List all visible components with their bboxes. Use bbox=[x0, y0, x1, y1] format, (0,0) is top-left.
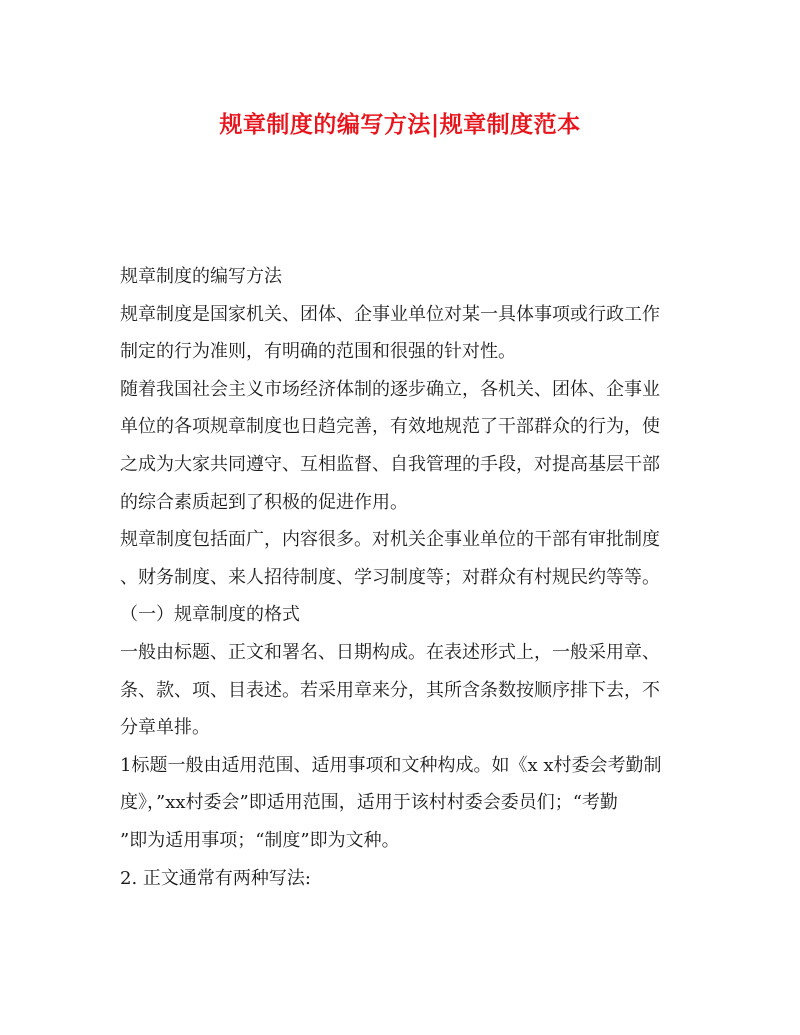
body-line: 度》，”xx村委会”即适用范围，适用于该村村委会委员们；“考勤 bbox=[120, 792, 618, 814]
body-line: 规章制度的编写方法 bbox=[120, 266, 282, 287]
document-body bbox=[120, 258, 680, 897]
body-line: 一般由标题、正文和署名、日期构成。在表述形式上，一般采用章、 bbox=[120, 641, 660, 663]
body-line: 规章制度是国家机关、团体、企事业单位对某一具体事项或行政工作 bbox=[120, 303, 660, 325]
body-line: 随着我国社会主义市场经济体制的逐步确立，各机关、团体、企事业 bbox=[120, 378, 660, 400]
body-line: 1标题一般由适用范围、适用事项和文种构成。如《x x村委会考勤制 bbox=[120, 754, 662, 776]
body-line: 分章单排。 bbox=[120, 717, 210, 739]
body-line: 单位的各项规章制度也日趋完善，有效地规范了干部群众的行为，使 bbox=[120, 416, 660, 438]
document-title: 规章制度的编写方法|规章制度范本 bbox=[219, 111, 581, 138]
section-heading: （一）规章制度的格式 bbox=[120, 604, 300, 626]
body-line: 的综合素质起到了积极的促进作用。 bbox=[120, 491, 408, 513]
body-line: 规章制度包括面广，内容很多。对机关企事业单位的干部有审批制度 bbox=[120, 529, 660, 551]
body-line: 2. 正文通常有两种写法: bbox=[120, 867, 311, 889]
body-line: 之成为大家共同遵守、互相监督、自我管理的手段，对提高基层干部 bbox=[120, 453, 660, 475]
body-line: 制定的行为准则，有明确的范围和很强的针对性。 bbox=[120, 341, 516, 363]
body-line: 条、款、项、目表述。若采用章来分，其所含条数按顺序排下去，不 bbox=[120, 679, 660, 701]
body-line: 、财务制度、来人招待制度、学习制度等；对群众有村规民约等等。 bbox=[120, 566, 660, 588]
body-line: ”即为适用事项；“制度”即为文种。 bbox=[120, 829, 400, 851]
